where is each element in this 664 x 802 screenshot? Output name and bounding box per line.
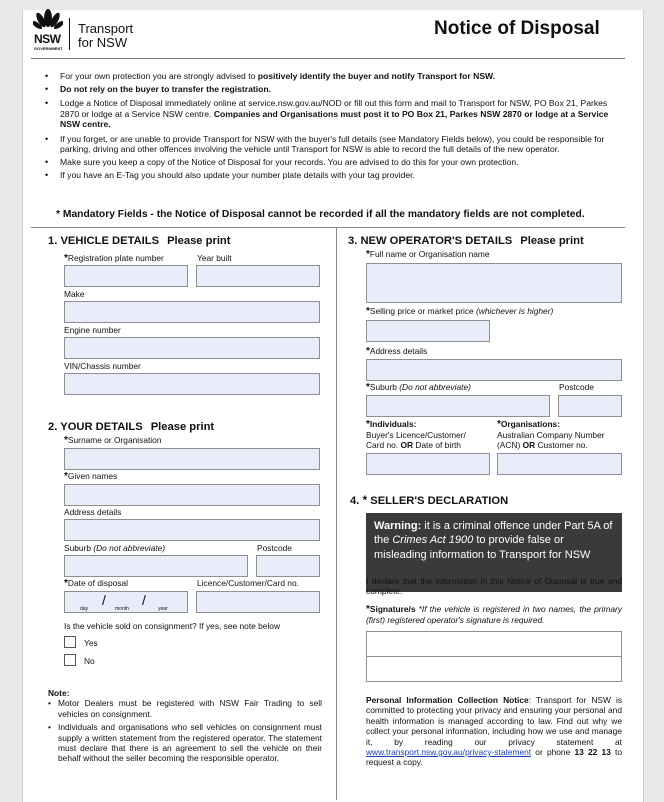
date-separator: / [102,592,106,608]
mandatory-fields-notice: * Mandatory Fields - the Notice of Disposal cannot be recorded if all the mandatory fields are not completed. [56,209,585,220]
seller-declaration-heading: 4. * SELLER'S DECLARATION [350,493,509,507]
consignment-note: Note: • Motor Dealers must be registered with NSW Fair Trading to sell vehicles on consignment. • Individuals and organisations who sell vehicles on consignment must supply a written statement from the registered operator. The statement must declare that there is an agreement to sell the vehicle on their behalf without the seller becoming the responsible operator. [48,688,322,764]
licence-number-field[interactable] [196,591,320,613]
selling-price-field[interactable] [366,320,490,342]
year-hint: year [158,606,168,612]
operator-suburb-field[interactable] [366,395,550,417]
make-label: Make [64,289,85,299]
given-names-field[interactable] [64,484,320,506]
new-operator-heading: 3. NEW OPERATOR'S DETAILS Please print [348,235,584,247]
no-label: No [84,656,95,666]
transport-nsw-logo [33,6,169,60]
logo-government-text: GOVERNMENT [34,46,63,51]
warning-box: Warning: it is a criminal offence under Part 5A of the Crimes Act 1900 to provide false or misleading information to Transport for NSW [366,513,622,592]
intro-bullet: • If you forget, or are unable to provide Transport for NSW with the buyer's full details (see Mandatory Fields below), you could be responsible for parking, driving and other offences involving the vehicle until Transport for NSW is able to record the full details of the new operator. [42,134,622,155]
privacy-notice: Personal Information Collection Notice: Transport for NSW is committed to protecting your privacy and ensuring your personal and health information is managed according to law. Find out why we collect your personal information, including how we use and manage it, by reading our privacy statement at www.transport.nsw.gov.au/privacy-statement or phone 13 22 13 to request a copy. [366,695,623,768]
column-divider [336,228,337,800]
address-field[interactable] [64,519,320,541]
operator-name-field[interactable] [366,263,622,303]
selling-price-label: *Selling price or market price (whichever is higher) [366,306,554,317]
intro-bullets [42,71,622,183]
no-checkbox[interactable] [64,654,76,666]
note-item: • Individuals and organisations who sell vehicles on consignment must supply a written statement from the registered operator. The statement must declare that there is an agreement to sell the vehicle on their behalf without the seller becoming the responsible operator. [48,722,322,764]
organisations-label: *Organisations: Australian Company Number (ACN) OR Customer no. [497,419,605,450]
logo-nsw-text: NSW [34,32,61,46]
privacy-statement-link[interactable]: www.transport.nsw.gov.au/privacy-statement [366,747,532,758]
rego-plate-field[interactable] [64,265,188,287]
note-item: • Motor Dealers must be registered with NSW Fair Trading to sell vehicles on consignment. [48,698,322,719]
buyer-licence-field[interactable] [366,453,490,475]
suburb-label: Suburb (Do not abbreviate) [64,543,166,553]
yes-label: Yes [84,638,98,648]
operator-postcode-label: Postcode [559,382,594,392]
intro-bullet: • Do not rely on the buyer to transfer the registration. [42,84,622,94]
rego-label: *Registration plate number [64,253,164,264]
date-separator: / [142,592,146,608]
operator-suburb-label: *Suburb (Do not abbreviate) [366,382,471,393]
vin-field[interactable] [64,373,320,395]
surname-field[interactable] [64,448,320,470]
declaration-text: I declare that the information in this Notice of Disposal is true and complete. [366,576,622,597]
intro-bullet: • Make sure you keep a copy of the Notice of Disposal for your records. You are advised to do this for your own protection. [42,157,622,167]
individuals-label: *Individuals: Buyer's Licence/Customer/ Card no. OR Date of birth [366,419,466,450]
header-rule [31,58,625,59]
operator-name-label: *Full name or Organisation name [366,249,490,260]
acn-field[interactable] [497,453,622,475]
postcode-field[interactable] [256,555,320,577]
signature-field-2[interactable] [366,656,622,682]
given-names-label: *Given names [64,471,118,482]
day-hint: day [80,606,89,612]
operator-postcode-field[interactable] [558,395,622,417]
logo-divider [69,18,70,50]
suburb-field[interactable] [64,555,248,577]
vin-label: VIN/Chassis number [64,361,141,371]
intro-bullet: • Lodge a Notice of Disposal immediately online at service.nsw.gov.au/NOD or fill out this form and mail to Transport for NSW, PO Box 21, Parkes 2870 or lodge at a Service NSW centre. Companies and Organisations must post it to PO Box 21, Parkes NSW 2870 or lodge at a Service NSW centre. [42,98,622,129]
section-rule [31,227,625,228]
date-disposal-label: *Date of disposal [64,578,128,589]
surname-label: *Surname or Organisation [64,435,162,446]
month-hint: month [115,606,129,612]
postcode-label: Postcode [257,543,292,553]
signature-label: *Signature/s *If the vehicle is registered in two names, the primary (first) registered operator's signature is required. [366,604,622,626]
address-label: Address details [64,507,122,517]
operator-address-label: *Address details [366,346,428,357]
engine-label: Engine number [64,325,121,335]
licence-label: Licence/Customer/Card no. [197,578,299,588]
logo-agency-name: Transport for NSW [78,21,134,50]
signature-field-1[interactable] [366,631,622,657]
your-details-heading: 2. YOUR DETAILS Please print [48,421,215,433]
yes-checkbox[interactable] [64,636,76,648]
year-built-field[interactable] [196,265,320,287]
engine-number-field[interactable] [64,337,320,359]
intro-bullet: • If you have an E-Tag you should also update your number plate details with your tag provider. [42,170,622,180]
operator-address-field[interactable] [366,359,622,381]
vehicle-details-heading: 1. VEHICLE DETAILS Please print [48,235,231,247]
year-built-label: Year built [197,253,232,263]
consignment-question: Is the vehicle sold on consignment? If yes, see note below [64,621,281,631]
intro-bullet: • For your own protection you are strongly advised to positively identify the buyer and notify Transport for NSW. [42,71,622,81]
form-title: Notice of Disposal [434,18,600,39]
make-field[interactable] [64,301,320,323]
